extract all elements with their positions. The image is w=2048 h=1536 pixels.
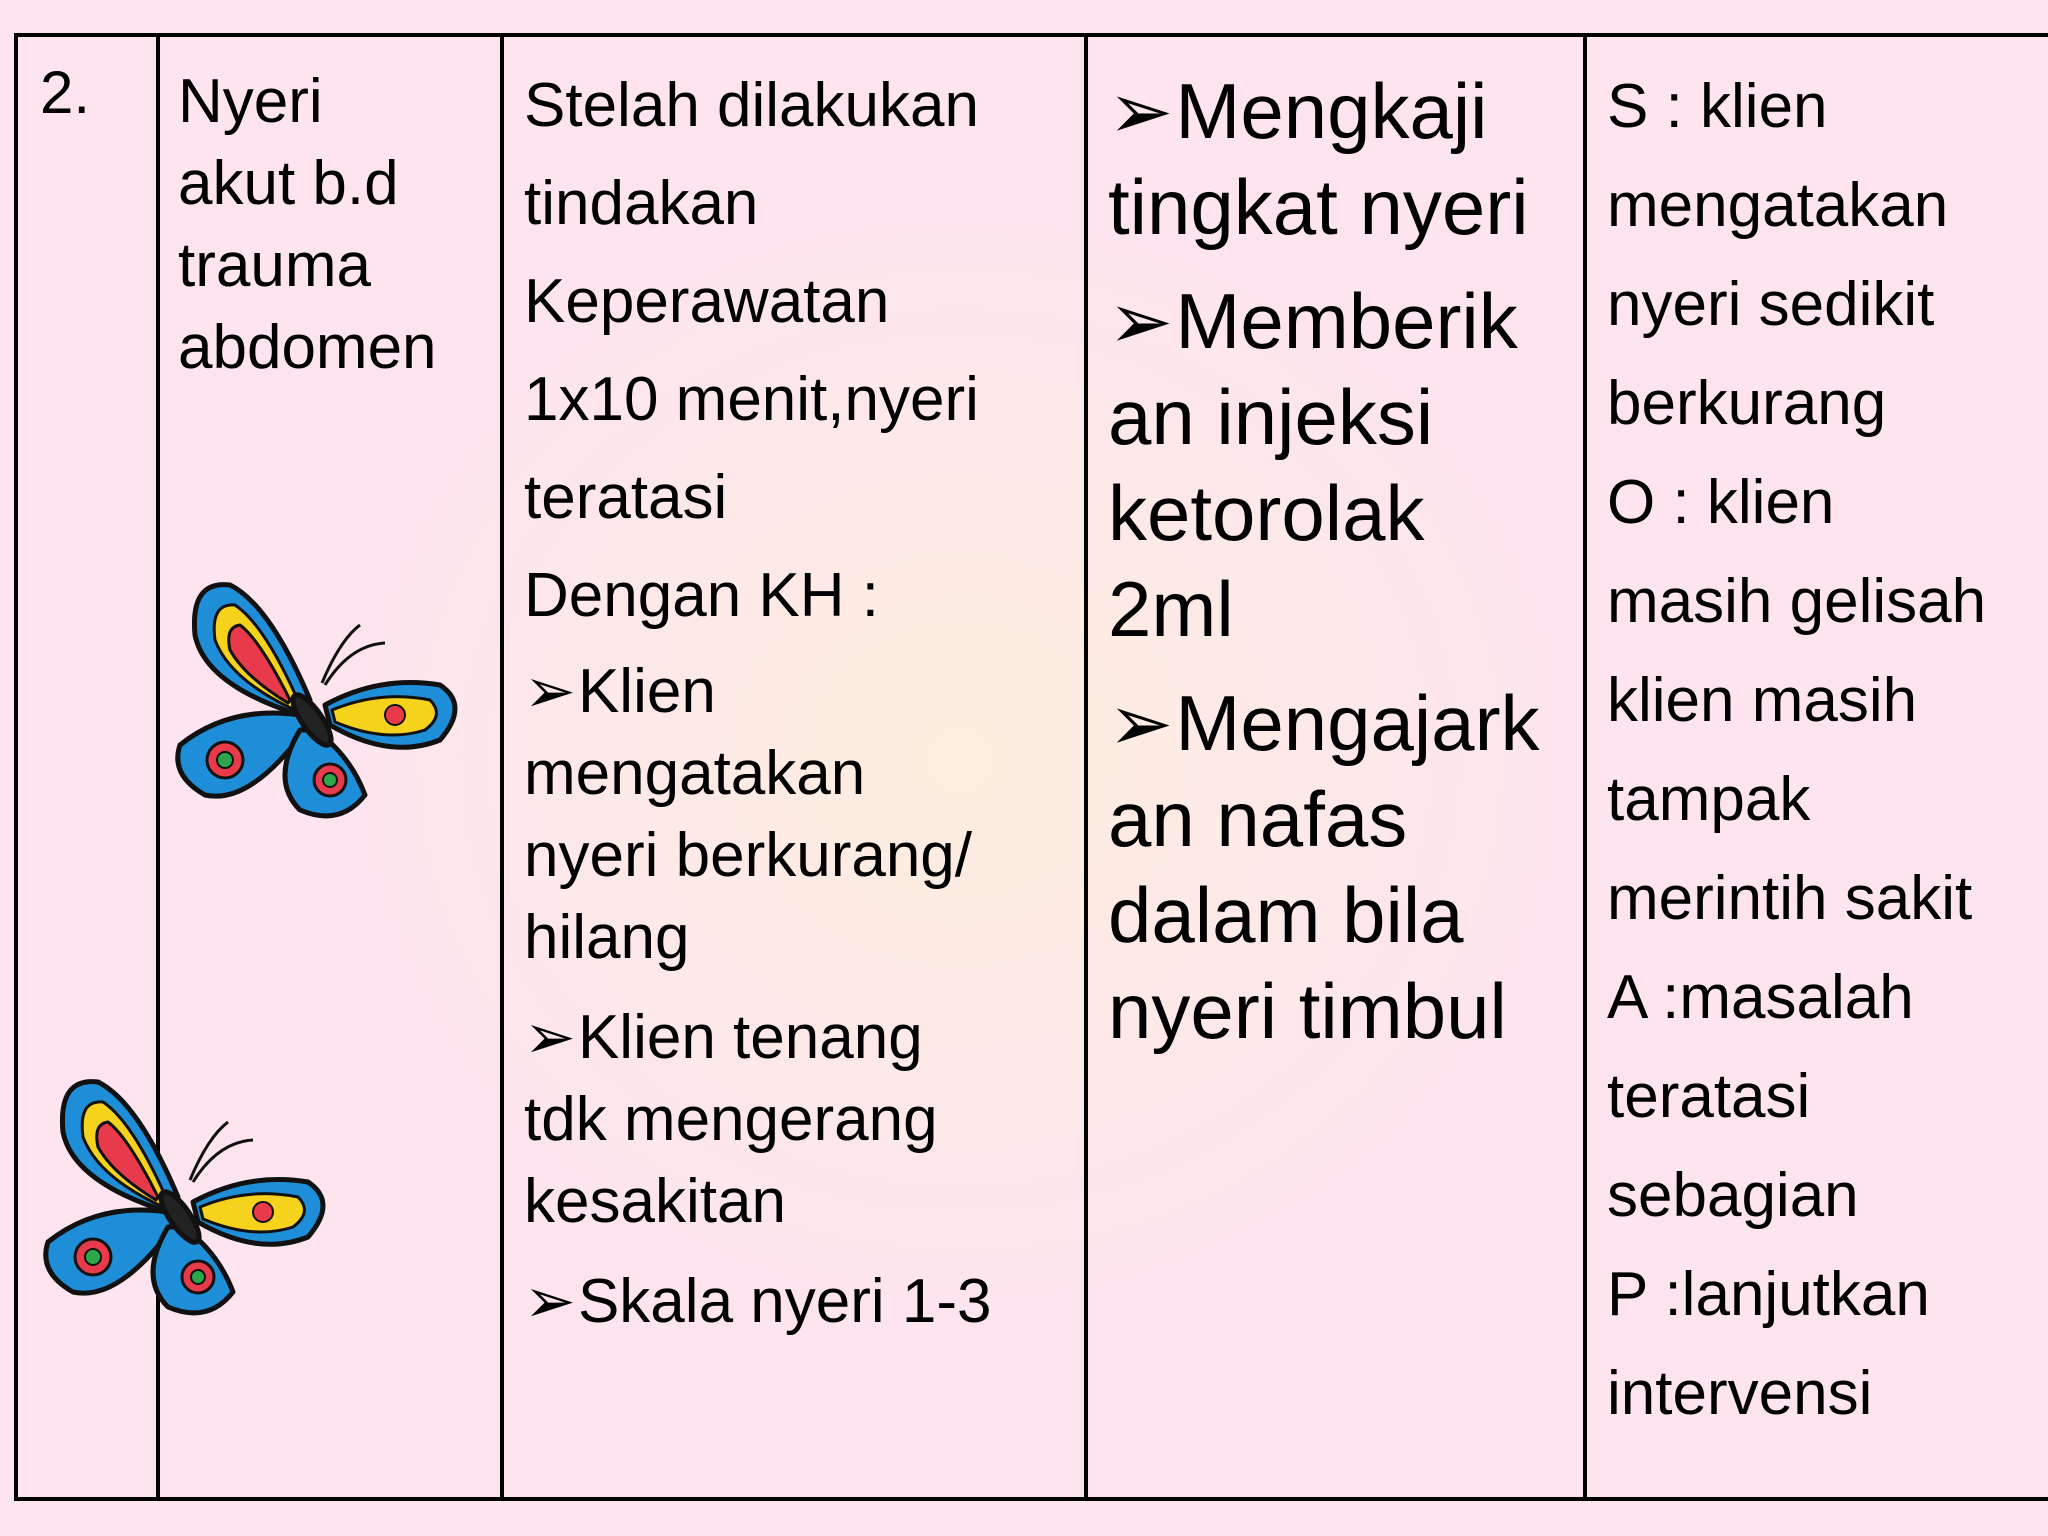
evaluation-line: mengatakan [1607,171,1949,240]
evaluation-line: intervensi [1607,1359,1873,1428]
evaluation-line: A :masalah [1607,963,1914,1032]
evaluation-cell [1585,35,2048,1499]
goal-line: Dengan KH : [524,561,879,630]
diagnosis-line: akut b.d [178,149,399,218]
diagnosis-line: trauma [178,231,371,300]
goal-line: 1x10 menit,nyeri [524,365,979,434]
criteria-item: ➢Skala nyeri 1-3 [524,1261,1074,1343]
goal-text [504,37,1084,1343]
criteria-item: ➢Klien tenang tdk mengerang kesakitan [524,997,1074,1243]
goal-line: tindakan [524,169,759,238]
diagnosis-line: abdomen [178,313,437,382]
goal-line: Keperawatan [524,267,890,336]
goal-line: teratasi [524,463,728,532]
goal-cell [502,35,1086,1499]
evaluation-line: O : klien [1607,468,1835,537]
criteria-item: ➢Klien mengatakan nyeri berkurang/ hilang [524,651,1074,979]
intervention-item: ➢Mengkaji tingkat nyeri [1108,63,1575,255]
intervention-item: ➢Memberik an injeksi ketorolak 2ml [1108,273,1575,657]
evaluation-text [1587,37,2048,1443]
evaluation-line: P :lanjutkan [1607,1260,1930,1329]
bullet-arrow-icon: ➢ [1108,679,1174,767]
evaluation-line: masih gelisah [1607,567,1987,636]
goal-line: Stelah dilakukan [524,71,979,140]
intervention-cell [1086,35,1585,1499]
evaluation-line: tampak [1607,765,1811,834]
evaluation-line: berkurang [1607,369,1887,438]
diagnosis-line: Nyeri [178,67,323,136]
diagnosis-text [160,37,500,389]
bullet-arrow-icon: ➢ [1108,277,1174,365]
intervention-item: ➢Mengajark an nafas dalam bila nyeri timbul [1108,675,1575,1059]
bullet-arrow-icon: ➢ [524,657,576,726]
bullet-arrow-icon: ➢ [524,1003,576,1072]
evaluation-line: S : klien [1607,72,1828,141]
evaluation-line: sebagian [1607,1161,1859,1230]
butterfly-icon [18,1062,338,1322]
evaluation-line: nyeri sedikit [1607,270,1935,339]
butterfly-icon [150,565,470,825]
evaluation-line: merintih sakit [1607,864,1973,933]
intervention-text [1088,37,1583,1059]
bullet-arrow-icon: ➢ [1108,67,1174,155]
evaluation-line: klien masih [1607,666,1918,735]
evaluation-line: teratasi [1607,1062,1811,1131]
row-number: 2. [40,59,91,126]
bullet-arrow-icon: ➢ [524,1267,576,1336]
